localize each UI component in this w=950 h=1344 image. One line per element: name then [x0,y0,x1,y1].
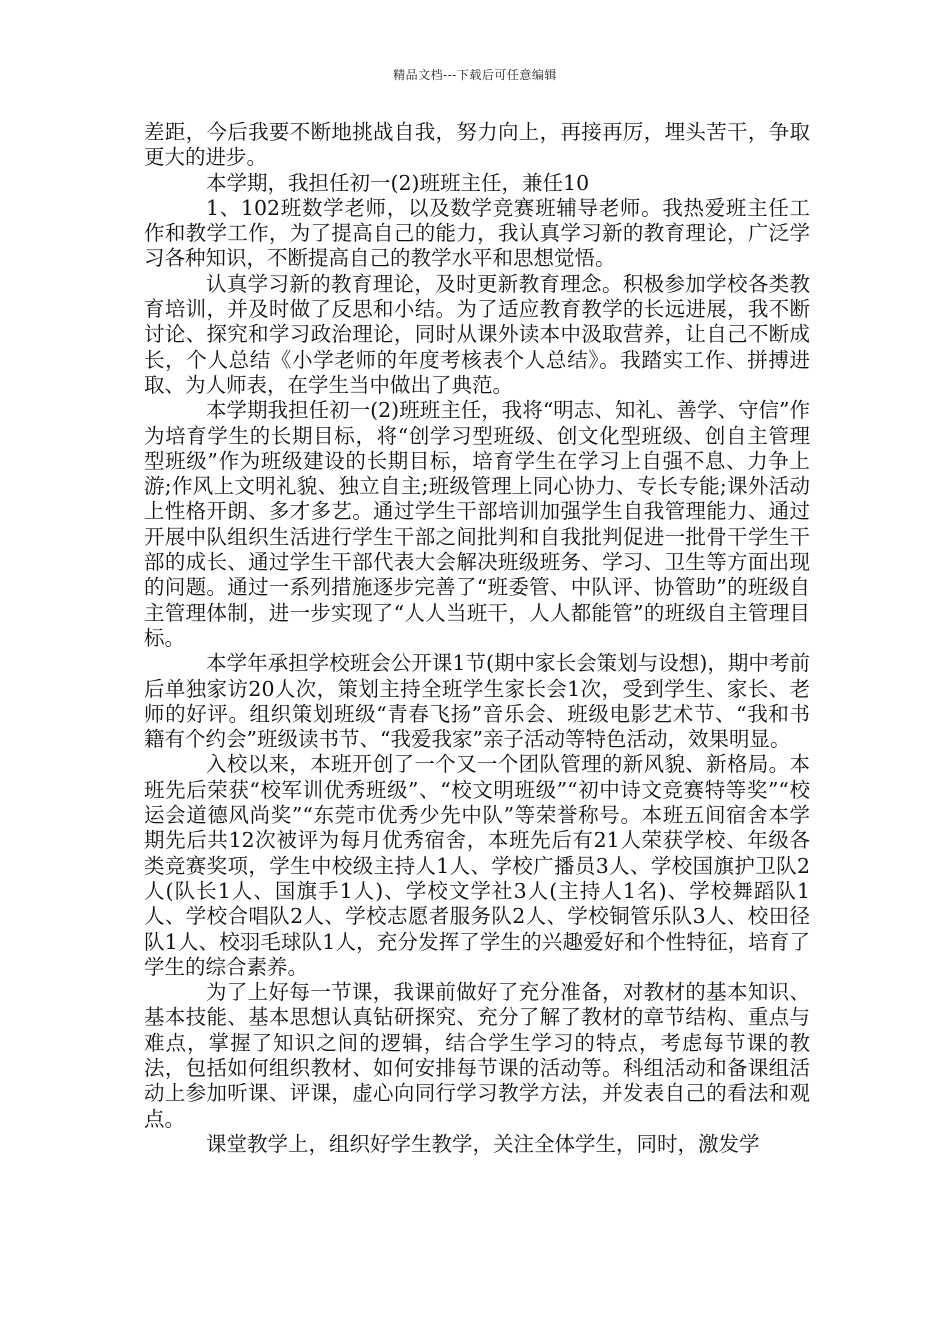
document-body [144,120,810,1157]
paragraph-3: 1、102班数学老师，以及数学竞赛班辅导老师。我热爱班主任工作和教学工作，为了提高自己的能力，我认真学习新的教育理论，广泛学习各种知识，不断提高自己的教学水平和思想觉悟。 [144,195,810,271]
paragraph-8: 为了上好每一节课，我课前做好了充分准备，对教材的基本知识、基本技能、基本思想认真钻研探究、充分了解了教材的章节结构、重点与难点，掌握了知识之间的逻辑，结合学生学习的特点，考虑每节课的教法，包括如何组织教材、如何安排每节课的活动等。科组活动和备课组活动上参加听课、评课，虚心向同行学习教学方法，并发表自己的看法和观点。 [144,980,810,1131]
paragraph-1: 差距，今后我要不断地挑战自我，努力向上，再接再厉，埋头苦干，争取更大的进步。 [144,120,810,170]
paragraph-6: 本学年承担学校班会公开课1节(期中家长会策划与设想)，期中考前后单独家访20人次，策划主持全班学生家长会1次，受到学生、家长、老师的好评。组织策划班级“青春飞扬”音乐会、班级电影艺术节、“我和书籍有个约会”班级读书节、“我爱我家”亲子活动等特色活动，效果明显。 [144,651,810,752]
paragraph-5: 本学期我担任初一(2)班班主任，我将“明志、知礼、善学、守信”作为培育学生的长期目标，将“创学习型班级、创文化型班级、创自主管理型班级”作为班级建设的长期目标，培育学生在学习上自强不息、力争上游;作风上文明礼貌、独立自主;班级管理上同心协力、专长专能;课外活动上性格开朗、多才多艺。通过学生干部培训加强学生自我管理能力、通过开展中队组织生活进行学生干部之间批判和自我批判促进一批骨干学生干部的成长、通过学生干部代表大会解决班级班务、学习、卫生等方面出现的问题。通过一系列措施逐步完善了“班委管、中队评、协管助”的班级自主管理体制，进一步实现了“人人当班干，人人都能管”的班级自主管理目标。 [144,398,810,650]
paragraph-9: 课堂教学上，组织好学生教学，关注全体学生，同时，激发学 [206,1131,760,1156]
paragraph-2: 本学期，我担任初一(2)班班主任，兼任10 [206,170,590,195]
paragraph-7: 入校以来，本班开创了一个又一个团队管理的新风貌、新格局。本班先后荣获“校军训优秀班级”、“校文明班级”“初中诗文竞赛特等奖”“校运会道德风尚奖”“东莞市优秀少先中队”等荣誉称号。本班五间宿舍本学期先后共12次被评为每月优秀宿舍，本班先后有21人荣获学校、年级各类竞赛奖项，学生中校级主持人1人、学校广播员3人、学校国旗护卫队2人(队长1人、国旗手1人)、学校文学社3人(主持人1名)、学校舞蹈队1人、学校合唱队2人、学校志愿者服务队2人、学校铜管乐队3人、校田径队1人、校羽毛球队1人，充分发挥了学生的兴趣爱好和个性特征，培育了学生的综合素养。 [144,752,810,979]
page-header: 精品文档---下载后可任意编辑 [393,68,557,82]
paragraph-4: 认真学习新的教育理论，及时更新教育理念。积极参加学校各类教育培训，并及时做了反思和小结。为了适应教育教学的长远进展，我不断讨论、探究和学习政治理论，同时从课外读本中汲取营养，让自己不断成长，个人总结《小学老师的年度考核表个人总结》。我踏实工作、拼搏进取、为人师表，在学生当中做出了典范。 [144,271,810,397]
